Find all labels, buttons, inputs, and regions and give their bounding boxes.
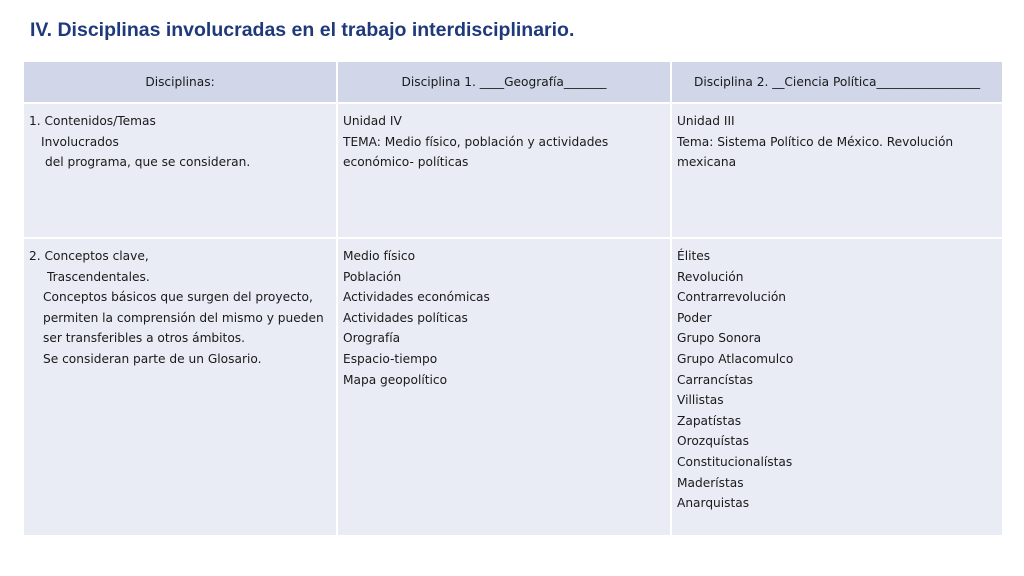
row2-col2-cell <box>337 238 671 536</box>
row2-col3-line: Zapatístas <box>677 413 742 428</box>
row2-col1-line: Conceptos básicos que surgen del proyecto, <box>43 290 313 305</box>
row1-col2-line: Unidad IV <box>343 114 402 128</box>
row2-col3-line: Maderístas <box>677 475 744 490</box>
row2-col3-line: Anarquistas <box>677 496 750 511</box>
row1-col2-line: económico- políticas <box>343 155 469 170</box>
row2-col2-line: Espacio-tiempo <box>343 351 438 366</box>
row1-col1-line: 1. Contenidos/Temas <box>29 114 156 128</box>
row2-col3-line: Villistas <box>677 393 724 408</box>
row2-col2-line: Mapa geopolítico <box>343 372 448 387</box>
row1-col1-line: del programa, que se consideran. <box>45 155 251 170</box>
row2-col3-line: Grupo Sonora <box>677 331 762 346</box>
row1-col1-line: Involucrados <box>41 134 119 149</box>
row1-col3-line: Unidad III <box>677 114 735 128</box>
row2-col3-line: Poder <box>677 310 712 325</box>
row2-col1-line: Se consideran parte de un Glosario. <box>43 351 262 366</box>
slide-title: IV. Disciplinas involucradas en el trabajo interdisciplinario. <box>30 19 575 41</box>
row2-col1-line: Trascendentales. <box>47 269 150 284</box>
row2-col3-line: Carrancístas <box>677 372 754 387</box>
row2-col2-line: Actividades económicas <box>343 290 490 305</box>
row2-col1-line: 2. Conceptos clave, <box>29 249 149 263</box>
row2-col1-cell <box>23 238 337 536</box>
row1-col2-cell <box>337 103 671 238</box>
header-cell-disciplina-1: Disciplina 1. ____Geografía_______ <box>337 61 671 103</box>
row1-col3-line: Tema: Sistema Político de México. Revolución <box>677 134 954 149</box>
row2-col2-line: Orografía <box>343 331 401 346</box>
row2-col3-line: Revolución <box>677 269 744 284</box>
row1-col2-line: TEMA: Medio físico, población y actividades <box>343 134 609 149</box>
row1-col3-line: mexicana <box>677 155 737 170</box>
disciplines-table <box>22 60 1004 537</box>
table-row-contenidos <box>23 103 1003 238</box>
row2-col2-line: Población <box>343 269 402 284</box>
row2-col3-line: Contrarrevolución <box>677 290 787 305</box>
row2-col3-line: Grupo Atlacomulco <box>677 351 794 366</box>
row2-col1-line: ser transferibles a otros ámbitos. <box>43 331 246 346</box>
row1-col3-cell <box>671 103 1003 238</box>
row2-col2-line: Actividades políticas <box>343 310 468 325</box>
table-header-row <box>23 61 1003 103</box>
row2-col1-line: permiten la comprensión del mismo y pueden <box>43 310 324 325</box>
table-row-conceptos <box>23 238 1003 536</box>
row2-col3-line: Orozquístas <box>677 434 749 449</box>
row1-col1-cell <box>23 103 337 238</box>
row2-col3-line: Constitucionalístas <box>677 454 793 469</box>
header-cell-disciplinas: Disciplinas: <box>23 61 337 103</box>
row2-col2-line: Medio físico <box>343 249 416 263</box>
header-cell-disciplina-2: Disciplina 2. __Ciencia Política_________________ <box>671 61 1003 103</box>
row2-col3-line: Élites <box>677 249 711 263</box>
row2-col3-cell <box>671 238 1003 536</box>
